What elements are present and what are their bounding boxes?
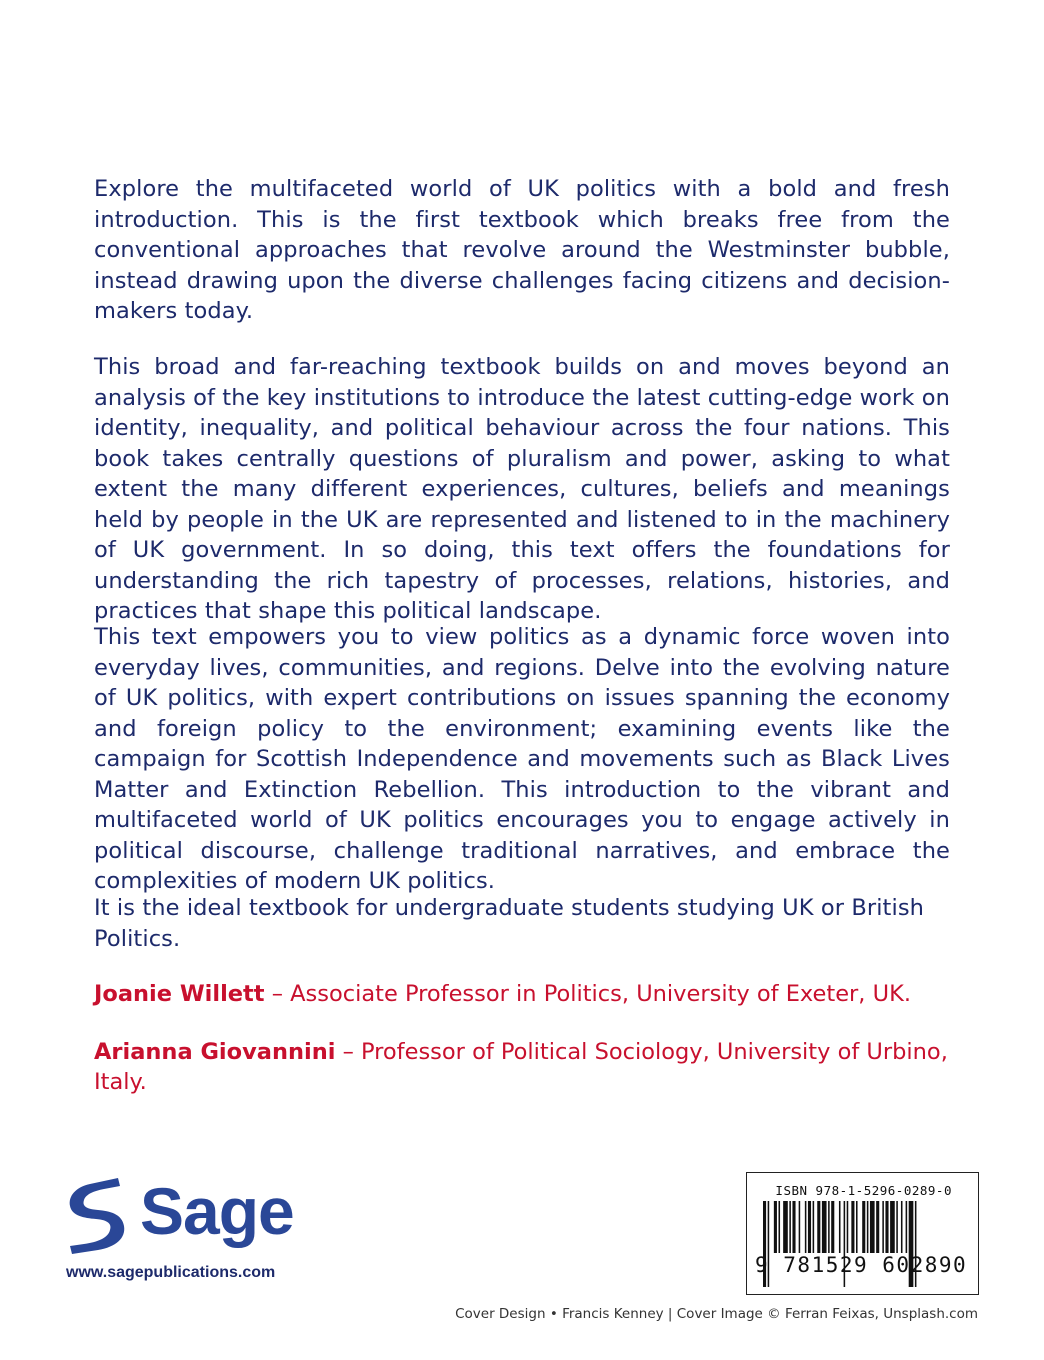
publisher-url[interactable]: www.sagepublications.com [66, 1264, 276, 1281]
barcode-bar [779, 1201, 781, 1253]
barcode-digits: 9 781529 602890 [755, 1253, 968, 1277]
barcode-bar [890, 1201, 895, 1253]
barcode-bar [828, 1201, 830, 1253]
barcode-bar [862, 1201, 865, 1253]
blurb-paragraph-2: This broad and far-reaching textbook builds on and moves beyond an analysis of the key institutions to introduce the latest cutting-edge work on identity, inequality, and political behaviour across the four nations. This book takes centrally questions of pluralism and power, asking to what extent the many different experiences, cultures, beliefs and meanings held by people in the UK are represented and listened to in the machinery of UK government. In so doing, this text offers the foundations for understanding the rich tapestry of processes, relations, histories, and practices that shape this political landscape. [94, 354, 950, 624]
barcode-bar [885, 1201, 888, 1253]
barcode-bar [839, 1201, 841, 1253]
barcode-bar [882, 1201, 884, 1253]
barcode-bar [870, 1201, 875, 1253]
author-name: Joanie Willett [94, 981, 265, 1007]
author-role: – Associate Professor in Politics, University of Exeter, UK. [264, 981, 911, 1007]
author-name: Arianna Giovannini [94, 1039, 336, 1065]
blurb-paragraph-4: It is the ideal textbook for undergraduate students studying UK or British Politics. [94, 895, 925, 952]
barcode-bar [906, 1201, 908, 1253]
barcode-bar [799, 1201, 801, 1253]
author-1 [94, 979, 964, 1009]
barcode-bar [817, 1201, 820, 1253]
barcode-bar [808, 1201, 811, 1253]
barcode-bar [822, 1201, 827, 1253]
barcode-bar [789, 1201, 791, 1253]
author-2 [94, 1037, 964, 1097]
blurb-paragraph-3: This text empowers you to view politics as a dynamic force woven into everyday lives, communities, and regions. Delve into the evolving nature of UK politics, with expert contributions on issues spanning the economy and foreign policy to the environment; examining events like the campaign for Scottish Independence and movements such as Black Lives Matter and Extinction Rebellion. This introduction to the vibrant and multifaceted world of UK politics encourages you to engage actively in political discourse, challenge traditional narratives, and embrace the complexities of modern UK politics. [94, 624, 950, 894]
cover-credit: Cover Design • Francis Kenney | Cover Image © Ferran Feixas, Unsplash.com [455, 1306, 978, 1322]
sage-s-icon [64, 1172, 128, 1256]
blurb-paragraph-1: Explore the multifaceted world of UK politics with a bold and fresh introduction. This is the first textbook which breaks free from the conventional approaches that revolve around the Westminster bubble, instead drawing upon the diverse challenges facing citizens and decision-makers today. [94, 176, 950, 324]
barcode-bar [813, 1201, 815, 1253]
barcode-bar [831, 1201, 834, 1253]
barcode-bar [856, 1201, 858, 1253]
barcode-bar [876, 1201, 879, 1253]
isbn-label: ISBN 978-1-5296-0289-0 [775, 1183, 952, 1198]
barcode-bar [901, 1201, 903, 1253]
barcode-bar [774, 1201, 777, 1253]
barcode-bar [792, 1201, 795, 1253]
author-role: – Professor of Political Sociology, University of Urbino, Italy. [94, 1039, 948, 1095]
barcode-bar [783, 1201, 788, 1253]
logo-wordmark: Sage [140, 1174, 294, 1248]
barcode-bar [805, 1201, 807, 1253]
barcode-bar [867, 1201, 869, 1253]
barcode-bar [896, 1201, 898, 1253]
barcode-bar [847, 1201, 849, 1253]
publisher-logo [64, 1172, 304, 1256]
barcode-bar [851, 1201, 854, 1253]
isbn-barcode [746, 1172, 979, 1295]
